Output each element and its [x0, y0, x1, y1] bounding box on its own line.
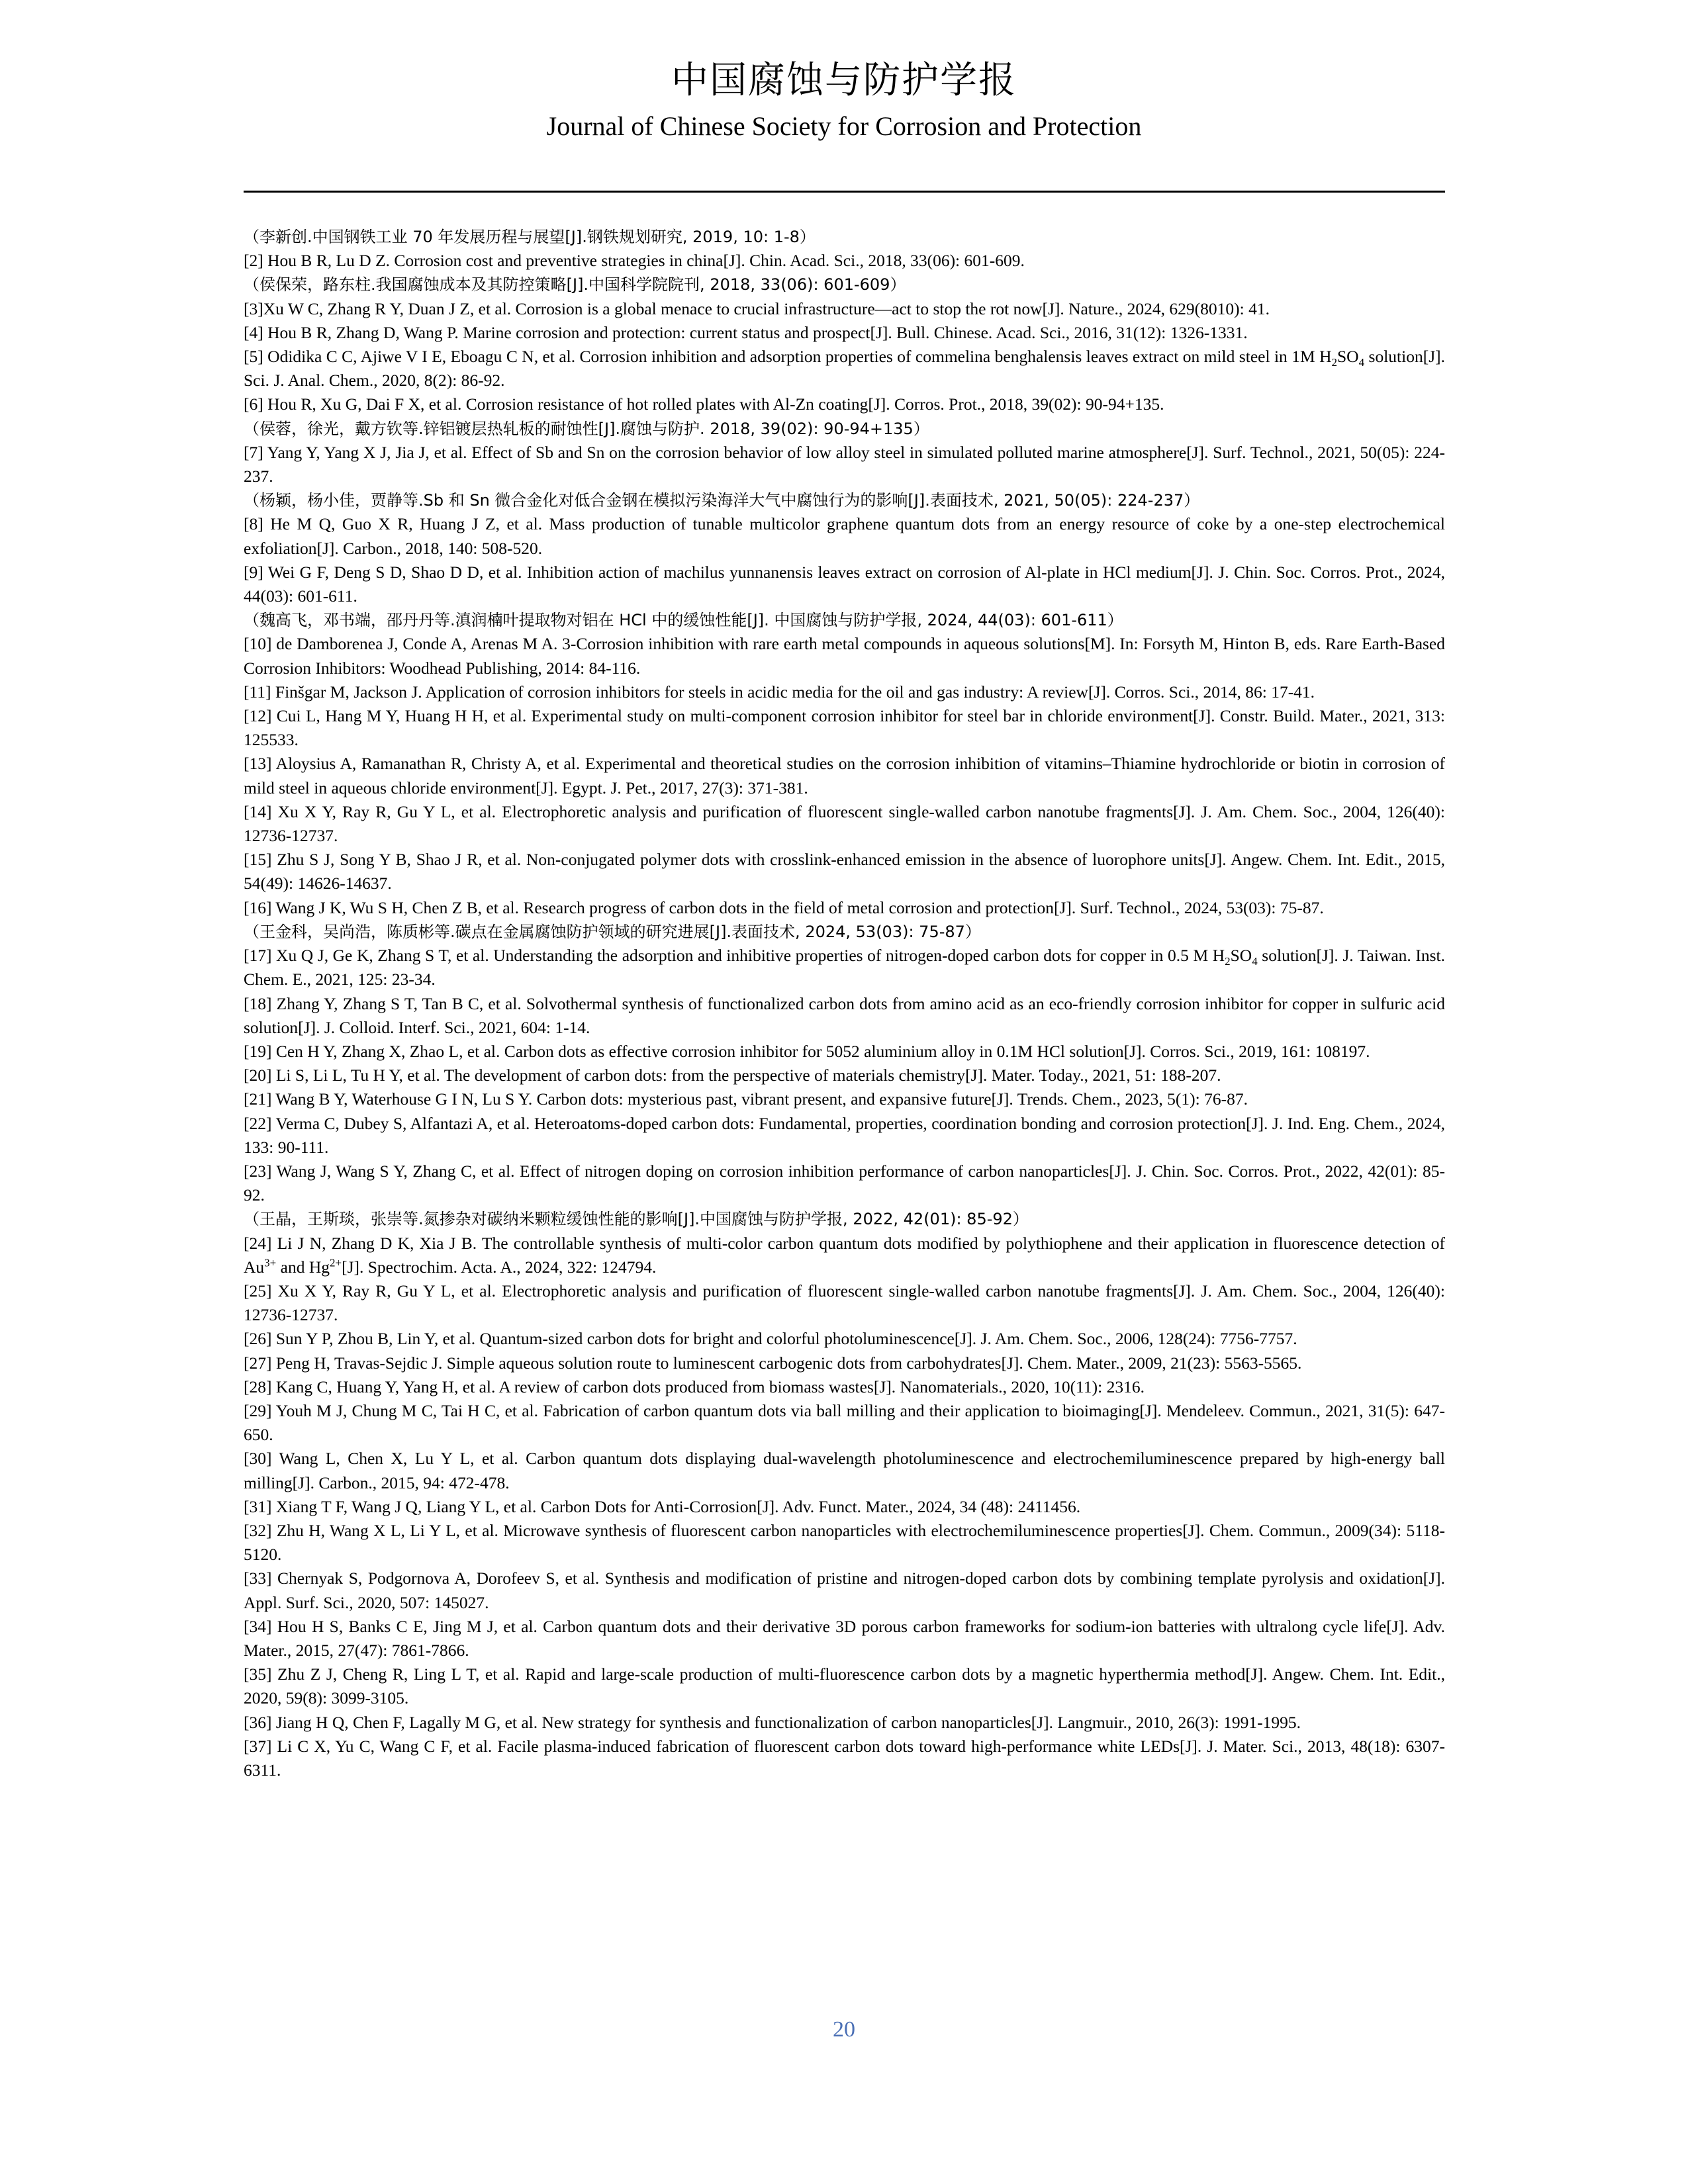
reference-entry: [12] Cui L, Hang M Y, Huang H H, et al. Experimental study on multi-component corrosion inhibitor for steel bar in chloride environment[J]. Constr. Build. Mater., 2021, 313: 125533.	[244, 706, 1445, 750]
reference-entry: [18] Zhang Y, Zhang S T, Tan B C, et al. Solvothermal synthesis of functionalized carbon dots from amino acid as an eco-friendly corrosion inhibitor for copper in sulfuric acid solution[J]. J. Colloid. Interf. Sci., 2021, 604: 1-14.	[244, 993, 1445, 1037]
reference-translation: （王金科，吴尚浩，陈质彬等.碳点在金属腐蚀防护领域的研究进展[J].表面技术, 2024, 53(03): 75-87）	[244, 922, 981, 941]
reference-entry: [21] Wang B Y, Waterhouse G I N, Lu S Y. Carbon dots: mysterious past, vibrant present, and expansive future[J]. Trends. Chem., 2023, 5(1): 76-87.	[244, 1089, 1248, 1109]
subscript: 4	[1358, 356, 1365, 369]
reference-entry: [33] Chernyak S, Podgornova A, Dorofeev S, et al. Synthesis and modification of pristine and nitrogen-doped carbon dots by combining template pyrolysis and oxidation[J]. Appl. Surf. Sci., 2020, 507: 145027.	[244, 1569, 1445, 1612]
subscript: 2	[1225, 955, 1231, 968]
reference-entry: [14] Xu X Y, Ray R, Gu Y L, et al. Electrophoretic analysis and purification of fluorescent single-walled carbon nanotube fragments[J]. J. Am. Chem. Soc., 2004, 126(40): 12736-12737.	[244, 801, 1445, 846]
reference-entry: [13] Aloysius A, Ramanathan R, Christy A, et al. Experimental and theoretical studies on the corrosion inhibition of vitamins–Thiamine hydrochloride or biotin in corrosion of mild steel in aqueous chloride environment[J]. Egypt. J. Pet., 2017, 27(3): 371-381.	[244, 754, 1445, 797]
subscript: 2	[1331, 356, 1337, 369]
reference-text: [17] Xu Q J, Ge K, Zhang S T, et al. Understanding the adsorption and inhibitive properties of nitrogen-doped carbon dots for copper in 0.5 M H	[244, 946, 1225, 966]
reference-translation: （魏高飞，邓书端，邵丹丹等.滇润楠叶提取物对铝在 HCl 中的缓蚀性能[J]. 中国腐蚀与防护学报, 2024, 44(03): 601-611）	[244, 611, 1123, 630]
subscript: 4	[1252, 955, 1258, 968]
reference-entry: [28] Kang C, Huang Y, Yang H, et al. A review of carbon dots produced from biomass wastes[J]. Nanomaterials., 2020, 10(11): 2316.	[244, 1377, 1145, 1396]
reference-translation: （侯保荣，路东柱.我国腐蚀成本及其防控策略[J].中国科学院院刊, 2018, 33(06): 601-609）	[244, 275, 906, 295]
reference-entry	[244, 1232, 1445, 1279]
reference-entry: [34] Hou H S, Banks C E, Jing M J, et al. Carbon quantum dots and their derivative 3D porous carbon frameworks for sodium-ion batteries with ultralong cycle life[J]. Adv. Mater., 2015, 27(47): 7861-7866.	[244, 1616, 1445, 1660]
reference-translation: （王晶，王斯琰，张崇等.氮掺杂对碳纳米颗粒缓蚀性能的影响[J].中国腐蚀与防护学报, 2022, 42(01): 85-92）	[244, 1210, 1029, 1229]
journal-title-english: Journal of Chinese Society for Corrosion and Protection	[546, 111, 1142, 141]
reference-entry: [22] Verma C, Dubey S, Alfantazi A, et al. Heteroatoms-doped carbon dots: Fundamental, properties, coordination bonding and corrosion protection[J]. J. Ind. Eng. Chem., 2024, 133: 90-111.	[244, 1113, 1445, 1157]
reference-entry: [27] Peng H, Travas-Sejdic J. Simple aqueous solution route to luminescent carbogenic dots from carbohydrates[J]. Chem. Mater., 2009, 21(23): 5563-5565.	[244, 1353, 1302, 1373]
reference-entry	[244, 944, 1445, 991]
reference-entry: [7] Yang Y, Yang X J, Jia J, et al. Effect of Sb and Sn on the corrosion behavior of low alloy steel in simulated polluted marine atmosphere[J]. Surf. Technol., 2021, 50(05): 224-237.	[244, 442, 1445, 486]
reference-entry: [19] Cen H Y, Zhang X, Zhao L, et al. Carbon dots as effective corrosion inhibitor for 5052 aluminium alloy in 0.1M HCl solution[J]. Corros. Sci., 2019, 161: 108197.	[244, 1041, 1370, 1061]
reference-entry: [23] Wang J, Wang S Y, Zhang C, et al. Effect of nitrogen doping on corrosion inhibition performance of carbon nanoparticles[J]. J. Chin. Soc. Corros. Prot., 2022, 42(01): 85-92.	[244, 1161, 1445, 1205]
reference-entry: [30] Wang L, Chen X, Lu Y L, et al. Carbon quantum dots displaying dual-wavelength photoluminescence and electrochemiluminescence prepared by high-energy ball milling[J]. Carbon., 2015, 94: 472-478.	[244, 1449, 1445, 1492]
reference-entry: [31] Xiang T F, Wang J Q, Liang Y L, et al. Carbon Dots for Anti-Corrosion[J]. Adv. Funct. Mater., 2024, 34 (48): 2411456.	[244, 1496, 1081, 1516]
reference-entry: [20] Li S, Li L, Tu H Y, et al. The development of carbon dots: from the perspective of materials chemistry[J]. Mater. Today., 2021, 51: 188-207.	[244, 1066, 1221, 1085]
journal-title-chinese: 中国腐蚀与防护学报	[671, 59, 1017, 102]
reference-entry: [8] He M Q, Guo X R, Huang J Z, et al. Mass production of tunable multicolor graphene quantum dots from an energy resource of coke by a one-step electrochemical exfoliation[J]. Carbon., 2018, 140: 508-520.	[244, 514, 1445, 558]
reference-text: SO	[1230, 946, 1252, 966]
reference-entry: [36] Jiang H Q, Chen F, Lagally M G, et al. New strategy for synthesis and functionalization of carbon nanoparticles[J]. Langmuir., 2010, 26(3): 1991-1995.	[244, 1712, 1301, 1732]
reference-entry: [16] Wang J K, Wu S H, Chen Z B, et al. Research progress of carbon dots in the field of metal corrosion and protection[J]. Surf. Technol., 2024, 53(03): 75-87.	[244, 897, 1324, 917]
header-divider	[244, 191, 1445, 193]
superscript: 3+	[264, 1256, 277, 1269]
reference-translation: （李新创.中国钢铁工业 70 年发展历程与展望[J].钢铁规划研究, 2019, 10: 1-8）	[244, 228, 816, 246]
reference-entry: [15] Zhu S J, Song Y B, Shao J R, et al. Non-conjugated polymer dots with crosslink-enhanced emission in the absence of luorophore units[J]. Angew. Chem. Int. Edit., 2015, 54(49): 14626-14637.	[244, 850, 1445, 893]
reference-entry: [37] Li C X, Yu C, Wang C F, et al. Facile plasma-induced fabrication of fluorescent carbon dots toward high-performance white LEDs[J]. J. Mater. Sci., 2013, 48(18): 6307-6311.	[244, 1736, 1445, 1780]
reference-text: solution[J]. Sci. J. Anal. Chem., 2020, 8(2): 86-92.	[244, 347, 1445, 390]
reference-text: and Hg	[276, 1257, 330, 1277]
reference-entry: [29] Youh M J, Chung M C, Tai H C, et al. Fabrication of carbon quantum dots via ball milling and their application to bioimaging[J]. Mendeleev. Commun., 2021, 31(5): 647-650.	[244, 1400, 1445, 1445]
page-number: 20	[833, 2017, 855, 2042]
reference-entry: [32] Zhu H, Wang X L, Li Y L, et al. Microwave synthesis of fluorescent carbon nanoparticles with electrochemiluminescence properties[J]. Chem. Commun., 2009(34): 5118-5120.	[244, 1520, 1445, 1565]
reference-text: [J]. Spectrochim. Acta. A., 2024, 322: 124794.	[342, 1257, 657, 1277]
reference-entry: [6] Hou R, Xu G, Dai F X, et al. Corrosion resistance of hot rolled plates with Al-Zn coating[J]. Corros. Prot., 2018, 39(02): 90-94+135.	[244, 394, 1164, 414]
reference-translation: （杨颖，杨小佳，贾静等.Sb 和 Sn 微合金化对低合金钢在模拟污染海洋大气中腐蚀行为的影响[J].表面技术, 2021, 50(05): 224-237）	[244, 491, 1200, 510]
reference-text: solution[J]. J. Taiwan. Inst. Chem. E., 2021, 125: 23-34.	[244, 946, 1445, 989]
reference-text: [24] Li J N, Zhang D K, Xia J B. The controllable synthesis of multi-color carbon quantum dots modified by polythiophene and their application in fluorescence detection of Au	[244, 1233, 1445, 1277]
reference-entry: [35] Zhu Z J, Cheng R, Ling L T, et al. Rapid and large-scale production of multi-fluorescence carbon dots by a magnetic hyperthermia method[J]. Angew. Chem. Int. Edit., 2020, 59(8): 3099-3105.	[244, 1664, 1445, 1708]
reference-entry: [3]Xu W C, Zhang R Y, Duan J Z, et al. Corrosion is a global menace to crucial infrastructure—act to stop the rot now[J]. Nature., 2024, 629(8010): 41.	[244, 298, 1270, 318]
reference-entry: [26] Sun Y P, Zhou B, Lin Y, et al. Quantum-sized carbon dots for bright and colorful photoluminescence[J]. J. Am. Chem. Soc., 2006, 128(24): 7756-7757.	[244, 1329, 1297, 1349]
reference-text: [5] Odidika C C, Ajiwe V I E, Eboagu C N, et al. Corrosion inhibition and adsorption properties of commelina benghalensis leaves extract on mild steel in 1M H	[244, 347, 1332, 367]
reference-entry: [9] Wei G F, Deng S D, Shao D D, et al. Inhibition action of machilus yunnanensis leaves extract on corrosion of Al-plate in HCl medium[J]. J. Chin. Soc. Corros. Prot., 2024, 44(03): 601-611.	[244, 562, 1445, 606]
reference-entry: [10] de Damborenea J, Conde A, Arenas M A. 3-Corrosion inhibition with rare earth metal compounds in aqueous solutions[M]. In: Forsyth M, Hinton B, eds. Rare Earth-Based Corrosion Inhibitors: Woodhead Publishing, 2014: 84-116.	[244, 634, 1445, 678]
reference-entry: [25] Xu X Y, Ray R, Gu Y L, et al. Electrophoretic analysis and purification of fluorescent single-walled carbon nanotube fragments[J]. J. Am. Chem. Soc., 2004, 126(40): 12736-12737.	[244, 1281, 1445, 1325]
reference-entry	[244, 345, 1445, 392]
reference-translation: （侯蓉，徐光，戴方钦等.锌铝镀层热轧板的耐蚀性[J].腐蚀与防护. 2018, 39(02): 90-94+135）	[244, 419, 929, 438]
journal-header	[0, 56, 1688, 145]
reference-list	[244, 225, 1445, 1782]
superscript: 2+	[330, 1256, 342, 1269]
reference-entry: [11] Finšgar M, Jackson J. Application of corrosion inhibitors for steels in acidic media for the oil and gas industry: A review[J]. Corros. Sci., 2014, 86: 17-41.	[244, 682, 1315, 702]
reference-text: SO	[1337, 347, 1359, 367]
reference-entry: [2] Hou B R, Lu D Z. Corrosion cost and preventive strategies in china[J]. Chin. Acad. Sci., 2018, 33(06): 601-609.	[244, 251, 1025, 271]
reference-entry: [4] Hou B R, Zhang D, Wang P. Marine corrosion and protection: current status and prospect[J]. Bull. Chinese. Acad. Sci., 2016, 31(12): 1326-1331.	[244, 322, 1248, 342]
